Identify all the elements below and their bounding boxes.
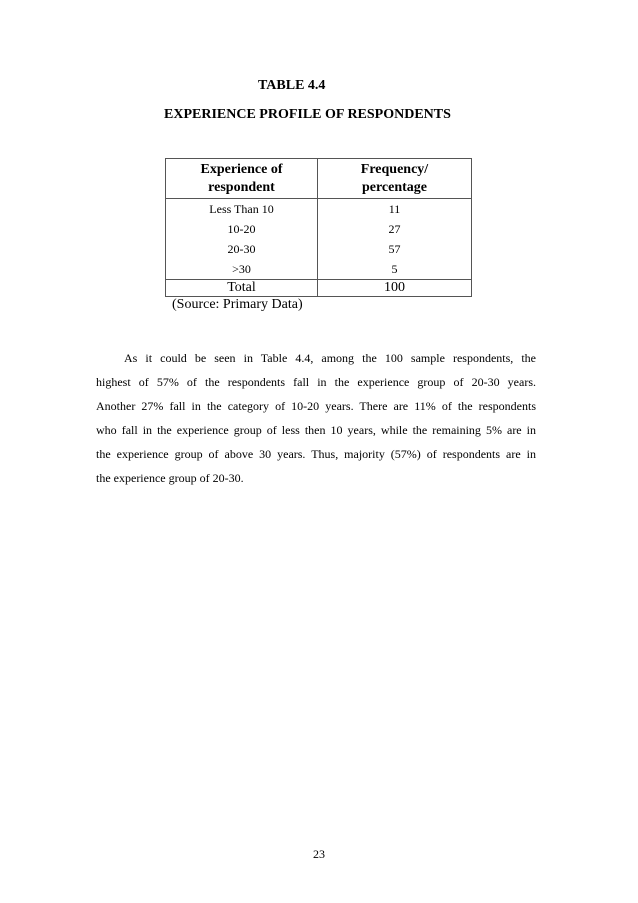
- paragraph-line: As it could be seen in Table 4.4, among the 100 sample respondents, the: [124, 351, 536, 365]
- experience-cell: >30: [166, 259, 318, 280]
- experience-cell: 20-30: [166, 239, 318, 259]
- frequency-cell: 27: [318, 219, 472, 239]
- column-header-frequency-line2: percentage: [361, 180, 428, 195]
- body-paragraph: [96, 346, 536, 490]
- experience-table: [165, 158, 472, 297]
- frequency-cell: 5: [318, 259, 472, 280]
- total-value: 100: [318, 280, 472, 297]
- table-row: [166, 219, 472, 239]
- column-header-experience-line2: respondent: [208, 180, 275, 195]
- column-header-experience-line1: Experience of: [200, 162, 283, 177]
- table-row: [166, 239, 472, 259]
- table-row: [166, 259, 472, 280]
- experience-cell: Less Than 10: [166, 199, 318, 220]
- total-label: Total: [166, 280, 318, 297]
- table-source-note: (Source: Primary Data): [172, 297, 303, 312]
- paragraph-line: Another 27% fall in the category of 10-20 years. There are 11% of the respondents: [96, 399, 536, 413]
- column-header-experience: [166, 159, 318, 199]
- page-number: 23: [313, 847, 325, 861]
- frequency-cell: 11: [318, 199, 472, 220]
- table-total-row: [166, 280, 472, 297]
- column-header-frequency-line1: Frequency/: [360, 162, 429, 177]
- table-title: EXPERIENCE PROFILE OF RESPONDENTS: [164, 107, 451, 122]
- column-header-frequency: [318, 159, 472, 199]
- paragraph-line: the experience group of above 30 years. Thus, majority (57%) of respondents are in: [96, 447, 536, 461]
- frequency-cell: 57: [318, 239, 472, 259]
- experience-cell: 10-20: [166, 219, 318, 239]
- paragraph-line: who fall in the experience group of less then 10 years, while the remaining 5% are in: [96, 423, 536, 437]
- table-row: [166, 199, 472, 220]
- paragraph-line: the experience group of 20-30.: [96, 471, 244, 485]
- table-header-row: [166, 159, 472, 199]
- paragraph-line: highest of 57% of the respondents fall in the experience group of 20-30 years.: [96, 375, 536, 389]
- table-number: TABLE 4.4: [258, 78, 326, 93]
